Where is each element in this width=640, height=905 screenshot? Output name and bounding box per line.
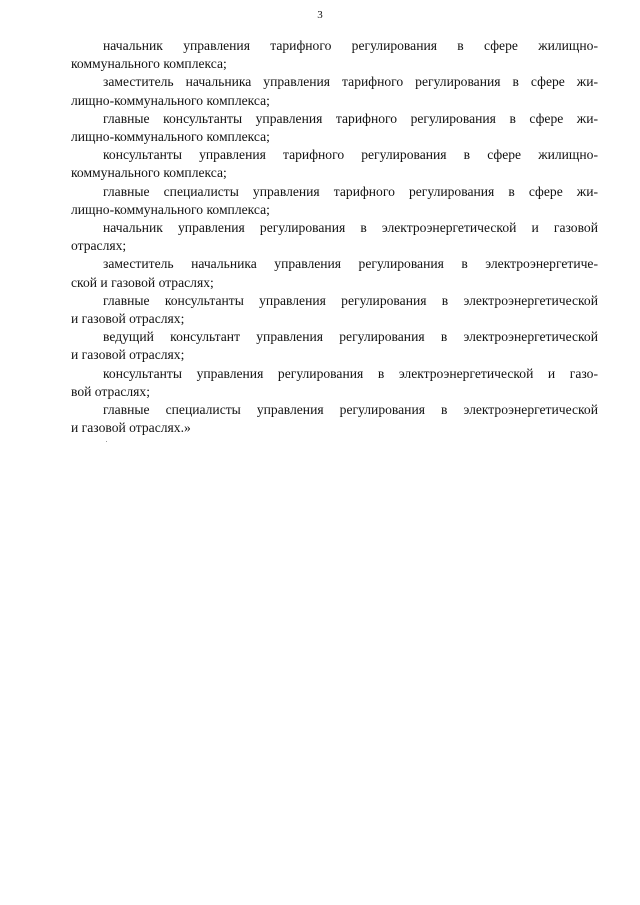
paragraph: [71, 73, 598, 109]
text-line: и газовой отраслях.»: [71, 420, 191, 436]
text-line: и газовой отраслях;: [71, 347, 185, 363]
text-line: начальник управления тарифного регулирования в сфере жилищно-: [103, 38, 598, 53]
paragraph: [71, 365, 598, 401]
text-line: отраслях;: [71, 238, 127, 254]
text-line: главные консультанты управления тарифного регулирования в сфере жи-: [103, 110, 598, 126]
text-line: начальник управления регулирования в электроэнергетической и газовой: [103, 220, 598, 236]
paragraph: [71, 328, 598, 364]
document-body: [71, 37, 598, 437]
paragraph: [71, 37, 598, 73]
text-line: коммунального комплекса;: [71, 165, 227, 181]
text-line: коммунального комплекса;: [71, 56, 227, 72]
text-line: лищно-коммунального комплекса;: [71, 129, 270, 145]
text-line: главные специалисты управления тарифного регулирования в сфере жи-: [103, 183, 598, 199]
text-line: главные специалисты управления регулирования в электроэнергетической: [103, 402, 598, 418]
paragraph: [71, 146, 598, 182]
text-line: и газовой отраслях;: [71, 311, 185, 327]
text-line: лищно-коммунального комплекса;: [71, 92, 270, 108]
text-line: заместитель начальника управления регулирования в электроэнергетиче-: [103, 256, 598, 272]
paragraph: [71, 219, 598, 255]
text-line: главные консультанты управления регулирования в электроэнергетической: [103, 292, 598, 308]
paragraph: [71, 292, 598, 328]
paragraph: [71, 255, 598, 291]
paragraph: [71, 401, 598, 437]
page-number: 3: [317, 9, 323, 21]
text-line: вой отраслях;: [71, 383, 150, 399]
text-line: консультанты управления тарифного регулирования в сфере жилищно-: [103, 147, 598, 163]
text-line: заместитель начальника управления тарифного регулирования в сфере жи-: [103, 74, 598, 90]
text-line: ской и газовой отраслях;: [71, 274, 214, 290]
scan-speck: [106, 441, 107, 442]
paragraph: [71, 183, 598, 219]
text-line: ведущий консультант управления регулирования в электроэнергетической: [103, 329, 598, 345]
text-line: консультанты управления регулирования в электроэнергетической и газо-: [103, 365, 598, 381]
text-line: лищно-коммунального комплекса;: [71, 201, 270, 217]
paragraph: [71, 110, 598, 146]
